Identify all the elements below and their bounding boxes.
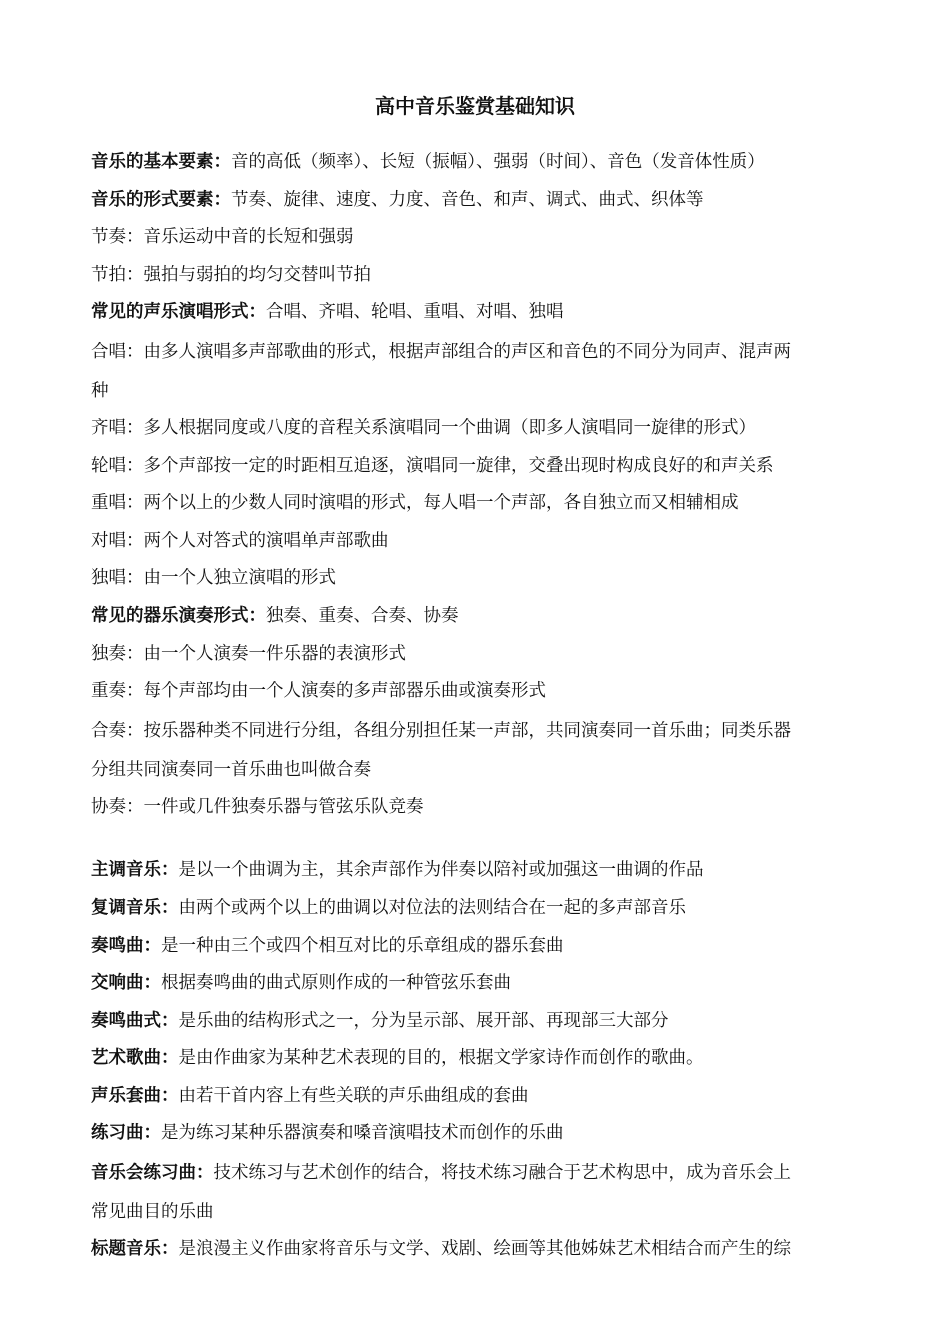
term-definition: 常见曲目的乐曲 <box>91 1202 214 1223</box>
text-line <box>91 372 866 410</box>
term-label: 音乐的基本要素： <box>91 152 231 172</box>
term-label: 练习曲： <box>91 1123 161 1144</box>
term-label: 标题音乐： <box>91 1239 179 1260</box>
text-line <box>91 257 866 295</box>
text-line <box>91 890 866 928</box>
term-definition: 重唱：两个以上的少数人同时演唱的形式，每人唱一个声部，各自独立而又相辅相成 <box>91 493 739 514</box>
term-label: 复调音乐： <box>91 897 179 918</box>
text-line <box>91 852 866 890</box>
text-line <box>91 219 866 257</box>
term-definition: 合奏：按乐器种类不同进行分组，各组分别担任某一声部，共同演奏同一首乐曲；同类乐器 <box>91 720 791 741</box>
term-definition: 合唱、齐唱、轮唱、重唱、对唱、独唱 <box>266 302 564 323</box>
text-line <box>91 410 866 448</box>
text-line <box>91 1003 866 1041</box>
term-definition: 音的高低（频率）、长短（振幅）、强弱（时间）、音色（发音体性质） <box>231 152 765 172</box>
term-label: 音乐会练习曲： <box>91 1163 214 1184</box>
text-line <box>91 965 866 1003</box>
term-label: 主调音乐： <box>91 860 179 881</box>
term-definition: 轮唱：多个声部按一定的时距相互追逐，演唱同一旋律，交叠出现时构成良好的和声关系 <box>91 455 774 476</box>
term-definition: 独奏、重奏、合奏、协奏 <box>266 605 459 626</box>
term-definition: 由两个或两个以上的曲调以对位法的法则结合在一起的多声部音乐 <box>178 897 686 918</box>
page-title: 高中音乐鉴赏基础知识 <box>375 94 575 118</box>
term-definition: 独唱：由一个人独立演唱的形式 <box>91 568 336 589</box>
term-label: 声乐套曲： <box>91 1085 179 1106</box>
text-line <box>91 485 866 523</box>
term-definition: 合唱：由多人演唱多声部歌曲的形式，根据声部组合的声区和音色的不同分为同声、混声两 <box>91 341 791 362</box>
term-definition: 协奏：一件或几件独奏乐器与管弦乐队竞奏 <box>91 796 424 817</box>
term-label: 交响曲： <box>91 973 161 994</box>
term-definition: 节拍：强拍与弱拍的均匀交替叫节拍 <box>91 264 371 285</box>
text-line <box>91 1040 866 1078</box>
text-line <box>91 751 866 789</box>
term-label: 奏鸣曲式： <box>91 1010 179 1031</box>
text-line <box>91 1231 866 1269</box>
term-definition: 由若干首内容上有些关联的声乐曲组成的套曲 <box>178 1085 529 1106</box>
text-line <box>91 928 866 966</box>
term-label: 奏鸣曲： <box>91 935 161 956</box>
section-gap <box>91 826 866 852</box>
term-definition: 是由作曲家为某种艺术表现的目的，根据文学家诗作而创作的歌曲。 <box>178 1048 704 1069</box>
text-line <box>91 673 866 711</box>
text-line <box>91 1115 866 1153</box>
term-label: 音乐的形式要素： <box>91 189 231 210</box>
term-definition: 齐唱：多人根据同度或八度的音程关系演唱同一个曲调（即多人演唱同一旋律的形式） <box>91 417 756 438</box>
document-body <box>91 144 866 1269</box>
text-line <box>91 294 866 332</box>
term-definition: 根据奏鸣曲的曲式原则作成的一种管弦乐套曲 <box>161 973 511 994</box>
term-label: 常见的声乐演唱形式： <box>91 302 266 323</box>
term-label: 常见的器乐演奏形式： <box>91 605 266 626</box>
text-line <box>91 789 866 827</box>
term-definition: 是以一个曲调为主，其余声部作为伴奏以陪衬或加强这一曲调的作品 <box>178 860 704 881</box>
text-line <box>91 1153 866 1193</box>
text-line <box>91 182 866 220</box>
text-line <box>91 1193 866 1231</box>
text-line <box>91 636 866 674</box>
term-definition: 是为练习某种乐器演奏和嗓音演唱技术而创作的乐曲 <box>161 1123 564 1144</box>
text-line <box>91 598 866 636</box>
text-line <box>91 144 866 182</box>
text-line <box>91 523 866 561</box>
term-label: 艺术歌曲： <box>91 1048 179 1069</box>
term-definition: 技术练习与艺术创作的结合，将技术练习融合于艺术构思中，成为音乐会上 <box>213 1163 791 1184</box>
term-definition: 节奏、旋律、速度、力度、音色、和声、调式、曲式、织体等 <box>231 189 704 210</box>
term-definition: 种 <box>91 380 109 401</box>
term-definition: 对唱：两个人对答式的演唱单声部歌曲 <box>91 530 389 551</box>
term-definition: 节奏：音乐运动中音的长短和强弱 <box>91 227 354 248</box>
term-definition: 独奏：由一个人演奏一件乐器的表演形式 <box>91 643 406 664</box>
term-definition: 重奏：每个声部均由一个人演奏的多声部器乐曲或演奏形式 <box>91 681 546 702</box>
text-line <box>91 332 866 372</box>
text-line <box>91 1078 866 1116</box>
text-line <box>91 560 866 598</box>
term-definition: 是一种由三个或四个相互对比的乐章组成的器乐套曲 <box>161 935 564 956</box>
term-definition: 是浪漫主义作曲家将音乐与文学、戏剧、绘画等其他姊妹艺术相结合而产生的综 <box>178 1239 791 1260</box>
text-line <box>91 711 866 751</box>
term-definition: 是乐曲的结构形式之一，分为呈示部、展开部、再现部三大部分 <box>178 1010 669 1031</box>
term-definition: 分组共同演奏同一首乐曲也叫做合奏 <box>91 759 371 780</box>
text-line <box>91 448 866 486</box>
